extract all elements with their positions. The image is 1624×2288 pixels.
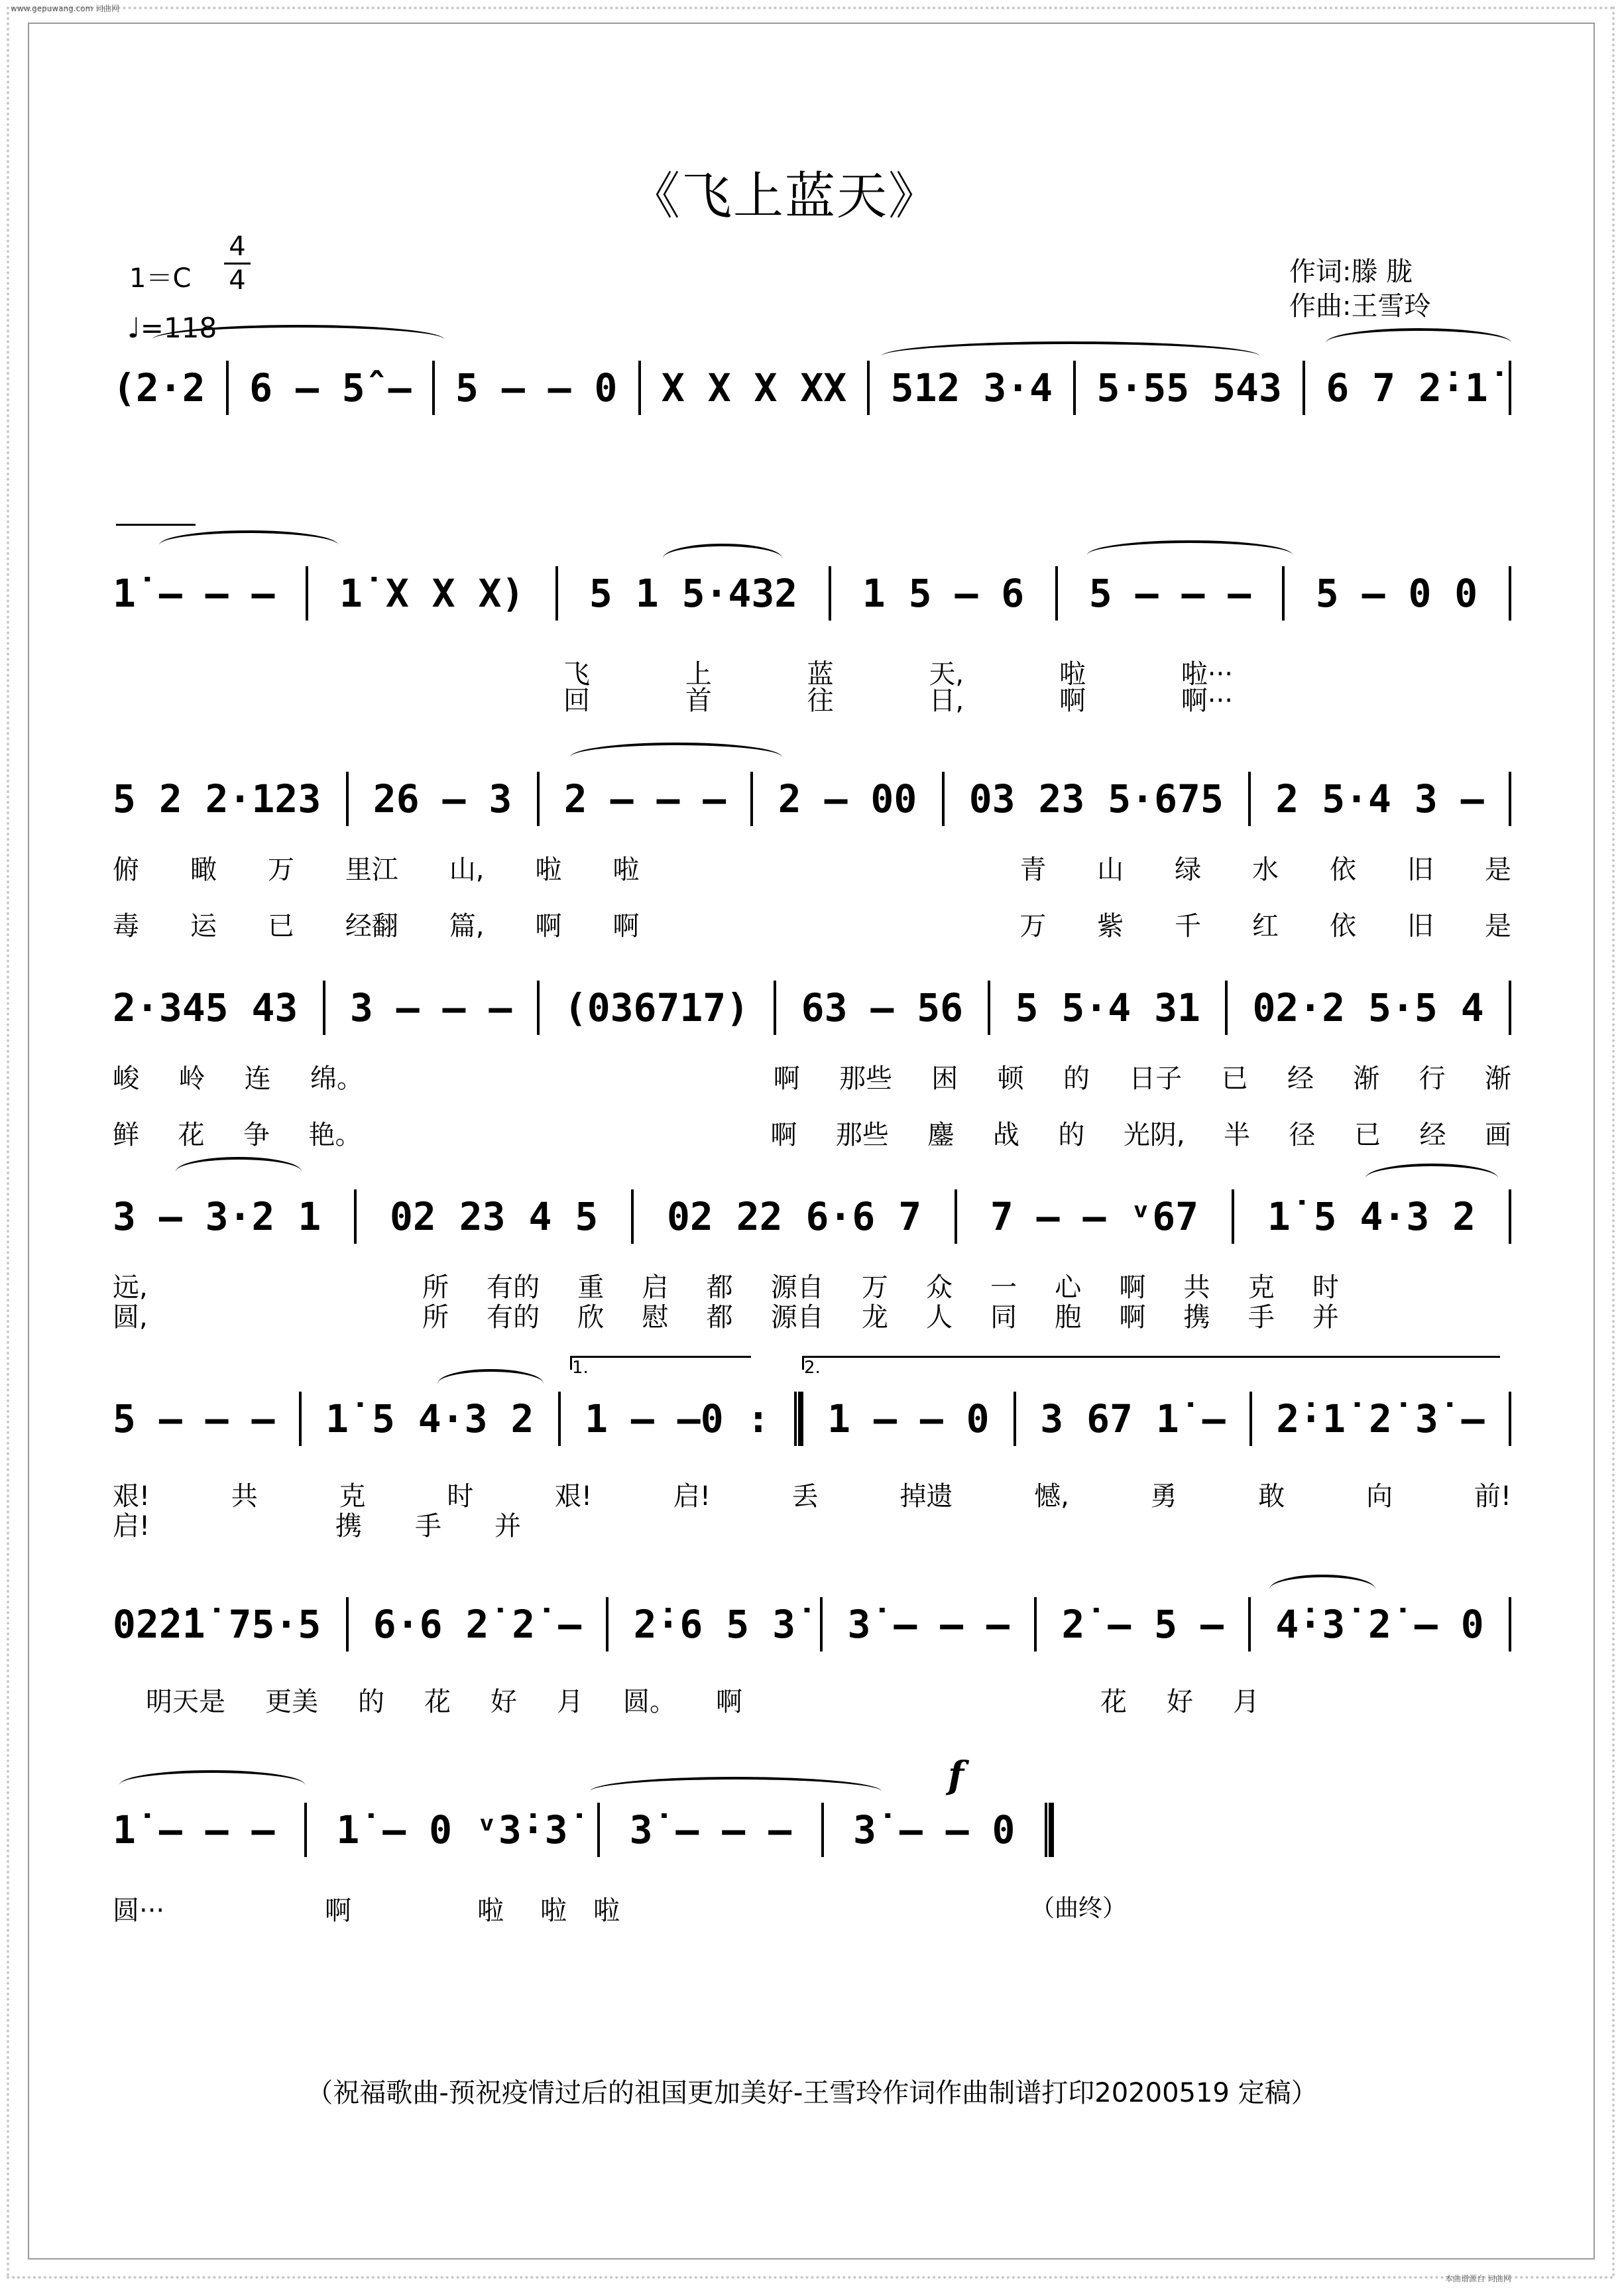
lyric: 并 [494,1511,522,1541]
measure: 3̇ – – 0 [852,1807,1015,1852]
lyric: 敢 [1258,1481,1285,1512]
lyric: 克 [1247,1272,1275,1303]
measure: 6 – 5̂ – [249,365,412,410]
lyric: 山 [1097,855,1124,885]
notes [113,759,1511,839]
barline [346,1597,349,1652]
barline [820,1597,823,1652]
tie-line [116,524,196,526]
lyric: 万 [1019,911,1047,941]
score-line-2 [113,554,1511,716]
lyric: 飞 [563,659,590,690]
lyric: 手 [1247,1302,1275,1333]
lyric: 手 [415,1511,442,1541]
lyric: 胞 [1055,1302,1082,1333]
lyric: 憾, [1034,1481,1069,1512]
lyric: 啊 [770,1120,797,1150]
lyric: 千 [1175,911,1202,941]
measure: 02 23 4 5 [390,1194,599,1239]
lyric-line [113,849,1511,886]
barline [1282,566,1285,621]
barline [1509,1597,1511,1652]
barline [537,772,540,826]
measure: 6·6 2̇ 2̇ – [373,1602,582,1647]
measure: 2 – 00 [778,776,917,821]
dynamic-forte: f [948,1754,964,1797]
lyric: 紫 [1097,911,1124,941]
repeat-barline [794,1392,803,1446]
score-line-6 [113,1379,1511,1541]
barline [1014,1392,1016,1446]
lyric: 经翻 [345,911,398,941]
measure: 2̇·6 5 3̇ [633,1602,795,1647]
lyric: 俯 [113,855,139,885]
lyric: 啊 [1059,686,1086,716]
lyric: 克 [339,1481,366,1512]
barline [1509,981,1511,1035]
lyric: 旧 [1407,911,1434,941]
barline [774,981,776,1035]
corner-watermark: www.gepuwang.com 词曲网 [11,4,120,13]
barline [829,566,831,621]
lyric: 都 [706,1272,733,1303]
barline [1509,1392,1511,1446]
lyric: 啦 [477,1896,504,1926]
barline [558,1392,561,1446]
volta-1-label: 1. [572,1358,589,1378]
barline [606,1597,609,1652]
notes [113,554,1511,633]
lyric: 源自 [770,1302,824,1333]
measure: 5 – 0 0 [1315,571,1478,616]
notes [113,1790,1054,1870]
lyric-line [113,1505,1511,1543]
lyric-gap [782,1681,1061,1718]
lyric: 啊 [1119,1272,1146,1303]
lyric: 已 [267,911,294,941]
lyric: 啦 [535,855,562,885]
lyric: 好 [1167,1687,1193,1717]
lyric: 依 [1329,911,1356,941]
lyric: 上 [685,659,712,690]
lyric: 都 [706,1302,733,1333]
lyric: 啊 [535,911,562,941]
corner-source-note: 本曲谱源自 词曲网 [1445,2274,1511,2283]
measure: 2̇·1̇ 2̇ 3̇ – [1276,1396,1485,1441]
measure: 1̇ – – – [113,571,275,616]
measure: 1̇ – 0 ᵛ3̇·3̇ [336,1807,568,1852]
lyric: 绵。 [310,1063,363,1094]
lyric: 困 [931,1063,958,1094]
measure: 02̇2̇1̇ 75·5 [113,1602,321,1647]
barline [750,772,753,826]
lyric-gap [402,1057,734,1095]
barline [867,361,870,415]
score-line-4 [113,968,1511,1150]
lyric: 往 [807,686,834,716]
lyric: 月 [1233,1687,1259,1717]
measure: 6 7 2̇·1̇ [1326,365,1488,410]
barline [1073,361,1076,415]
final-barline [1045,1803,1054,1857]
measure: 5·55 543 [1096,365,1282,410]
lyric: 里江 [345,855,398,885]
lyric: 时 [1312,1272,1339,1303]
lyric: 绿 [1175,855,1202,885]
measure: 5 – – – [1088,571,1251,616]
lyric: 明天是 [146,1687,225,1717]
measure: 2̇ – 5 – [1061,1602,1224,1647]
lyric: 龙 [861,1302,888,1333]
lyric: 啦 [540,1896,567,1926]
lyric: 啊 [773,1063,800,1094]
song-title: 《飞上蓝天》 [630,166,940,225]
barline [304,1803,307,1857]
lyric-line [113,1057,1511,1095]
lyric: 啦··· [1181,659,1233,690]
lyric: 首 [685,686,712,716]
measure: 1 – –0 : [585,1396,770,1441]
lyric: 好 [491,1687,517,1717]
lyric: 携 [335,1511,363,1541]
lyric: 是 [1484,911,1511,941]
lyric: 重 [577,1272,605,1303]
lyric: 的 [1058,1120,1085,1150]
lyric: 日子 [1129,1063,1183,1094]
barline [1248,1597,1251,1652]
lyric: 连 [244,1063,271,1094]
lyric: 画 [1484,1120,1511,1150]
lyric-line [113,1296,1511,1334]
lyric: 艰! [555,1481,593,1512]
lyricist-credit: 作词:滕 胧 [1289,257,1413,287]
notes [113,348,1511,428]
measure: 3̇ – – – [847,1602,1010,1647]
barline [821,1803,824,1857]
lyric: 径 [1289,1120,1316,1150]
lyric: 鲜 [113,1120,139,1150]
barline [955,1189,957,1244]
barline [988,981,990,1035]
lyric: 运 [190,911,217,941]
lyric: 圆··· [113,1896,165,1926]
lyric: 前! [1474,1481,1511,1512]
measure: 512 3·4 [890,365,1053,410]
measure: 1̇ 5 4·3 2 [1267,1194,1476,1239]
lyric-line [113,905,1511,943]
measure: 7 – – ᵛ67 [990,1194,1199,1239]
measure: 1̇ X X X) [339,571,525,616]
lyric: 争 [243,1120,270,1150]
lyric: 经 [1419,1120,1446,1150]
lyric: 万 [861,1272,888,1303]
lyric: 啊 [325,1896,351,1926]
measure: 4̇·3̇ 2̇ – 0 [1275,1602,1484,1647]
lyric: 蓝 [807,659,834,690]
lyric: 共 [1183,1272,1210,1303]
lyric: 圆, [113,1302,148,1333]
tempo-mark: ♩=118 [127,312,217,344]
measure: 1 – – 0 [827,1396,990,1441]
lyric: 战 [992,1120,1019,1150]
score-line-5 [113,1177,1511,1333]
score-line-8 [113,1790,1127,1926]
lyric: 日, [929,686,964,716]
lyric: 丢 [791,1481,819,1512]
lyric: 共 [231,1481,258,1512]
lyric: 源自 [770,1272,824,1303]
lyric: 众 [925,1272,953,1303]
barline [323,981,325,1035]
lyric-gap [690,849,968,886]
notes [113,1379,1511,1459]
lyric: 的 [1063,1063,1090,1094]
lyric: 瞰 [190,855,217,885]
lyric: 啦 [1059,659,1086,690]
measure: 1 5 – 6 [862,571,1025,616]
measure: 5 – – 0 [455,365,618,410]
measure: 5 – – – [113,1396,275,1441]
barline [432,361,435,415]
measure: 1̇ – – – [113,1807,275,1852]
lyric: 青 [1019,855,1047,885]
lyric: 心 [1055,1272,1082,1303]
barline [1055,566,1058,621]
lyric: 是 [1484,855,1511,885]
volta-2-label: 2. [804,1358,821,1378]
lyric: 慰 [642,1302,669,1333]
lyric: 鏖 [927,1120,955,1150]
end-mark: （曲终） [1031,1895,1127,1922]
lyric: 远, [113,1272,148,1303]
lyric: 花 [1100,1687,1127,1717]
lyric: 啊 [716,1687,742,1717]
volta-1 [570,1356,751,1378]
barline [1248,772,1251,826]
lyric: 所 [422,1272,449,1303]
lyric: 勇 [1150,1481,1177,1512]
lyric: 更美 [265,1687,318,1717]
measure: (036717) [563,985,750,1030]
measure: 1̇ 5 4·3 2 [325,1396,534,1441]
measure: 2·345 43 [113,985,298,1030]
lyric: 那些 [839,1063,892,1094]
footnote: （祝福歌曲-预祝疫情过后的祖国更加美好-王雪玲作词作曲制谱打印20200519 定稿） [306,2078,1318,2108]
measure: 3 67 1̇ – [1040,1396,1226,1441]
lyric-gap [400,1114,732,1152]
lyric-gap [186,1296,384,1334]
lyric: 同 [990,1302,1017,1333]
notes [113,1177,1511,1256]
lyric: 的 [358,1687,384,1717]
measure: X X X XX [661,365,847,410]
lyric: 已 [1221,1063,1248,1094]
lyric: 水 [1252,855,1279,885]
lyric: 一 [990,1272,1017,1303]
measure: (2·2 [113,365,205,410]
barline [226,361,229,415]
time-signature [224,231,251,296]
lyric: 启 [642,1272,669,1303]
barline [942,772,945,826]
barline [346,772,349,826]
lyric: 人 [925,1302,953,1333]
lyric: 毒 [113,911,139,941]
lyric-line [113,1681,1511,1718]
lyric: 已 [1354,1120,1381,1150]
lyric: 啊 [612,911,640,941]
lyric: 花 [424,1687,451,1717]
lyric: 花 [178,1120,205,1150]
lyric: 渐 [1353,1063,1380,1094]
measure: 3 – – – [349,985,512,1030]
lyric: 啦 [612,855,640,885]
lyric: 有的 [487,1302,540,1333]
lyric: 万 [267,855,294,885]
barline [1509,772,1511,826]
lyric: 光阴, [1123,1120,1185,1150]
barline [354,1189,357,1244]
lyric: 峻 [113,1063,139,1094]
lyric: 并 [1312,1302,1339,1333]
lyric: 向 [1366,1481,1393,1512]
lyric: 篇, [449,911,485,941]
measure: 02·2 5·5 4 [1252,985,1484,1030]
measure: 02 22 6·6 7 [667,1194,922,1239]
lyric: 月 [557,1687,583,1717]
measure: 5 1 5·432 [589,571,798,616]
lyric: 行 [1419,1063,1446,1094]
barline [1509,566,1511,621]
measure: 26 – 3 [373,776,512,821]
barline [597,1803,600,1857]
measure: 03 23 5·675 [968,776,1224,821]
lyric: 依 [1329,855,1356,885]
lyric-gap [690,905,968,943]
measure: 5 5·4 31 [1015,985,1200,1030]
lyric: 天, [929,659,964,690]
barline [537,981,540,1035]
lyric: 那些 [835,1120,889,1150]
lyric: 岭 [178,1063,205,1094]
score-line-1 [113,348,1511,448]
lyric: 艰! [113,1481,150,1512]
lyric: 顿 [997,1063,1024,1094]
barline [1232,1189,1234,1244]
lyric-line [113,1890,1147,1927]
barline [1509,1189,1511,1244]
measure: 5 2 2·123 [113,776,321,821]
measure: 63 – 56 [801,985,964,1030]
measure: 3̇ – – – [629,1807,792,1852]
lyric: 艳。 [308,1120,362,1150]
barline [638,361,641,415]
lyric: 回 [563,686,590,716]
lyric: 半 [1224,1120,1251,1150]
lyric: 渐 [1484,1063,1511,1094]
measure: 2 – – – [563,776,726,821]
lyric: 啊··· [1181,686,1233,716]
lyric: 旧 [1407,855,1434,885]
barline [555,566,558,621]
time-denominator: 4 [224,263,251,296]
lyric-line [113,680,1511,717]
barline [1034,1597,1037,1652]
lyric: 圆。 [623,1687,676,1717]
volta-2 [802,1356,1500,1378]
barline [1509,361,1511,415]
notes [113,968,1511,1048]
measure: 3 – 3·2 1 [113,1194,321,1239]
lyric: 启! [673,1481,711,1512]
lyric: 携 [1183,1302,1210,1333]
lyric: 时 [447,1481,474,1512]
lyric: 掉遗 [899,1481,953,1512]
lyric: 红 [1252,911,1279,941]
measure: 2 5·4 3 – [1275,776,1484,821]
lyric: 所 [422,1302,449,1333]
barline [299,1392,302,1446]
key-signature: 1＝C [129,263,192,294]
composer-credit: 作曲:王雪玲 [1289,291,1431,322]
barline [1303,361,1305,415]
barline [1249,1392,1252,1446]
lyric: 启! [113,1511,150,1541]
barline [631,1189,634,1244]
lyric: 山, [449,855,485,885]
lyric-line [113,1114,1511,1152]
score-line-3 [113,759,1511,941]
barline [1225,981,1228,1035]
lyric: 啦 [593,1896,620,1926]
time-numerator: 4 [229,231,246,262]
lyric: 欣 [577,1302,605,1333]
barline [306,566,308,621]
notes [113,1585,1511,1664]
lyric: 有的 [487,1272,540,1303]
lyric: 啊 [1119,1302,1146,1333]
score-line-7 [113,1585,1511,1717]
lyric: 经 [1287,1063,1314,1094]
